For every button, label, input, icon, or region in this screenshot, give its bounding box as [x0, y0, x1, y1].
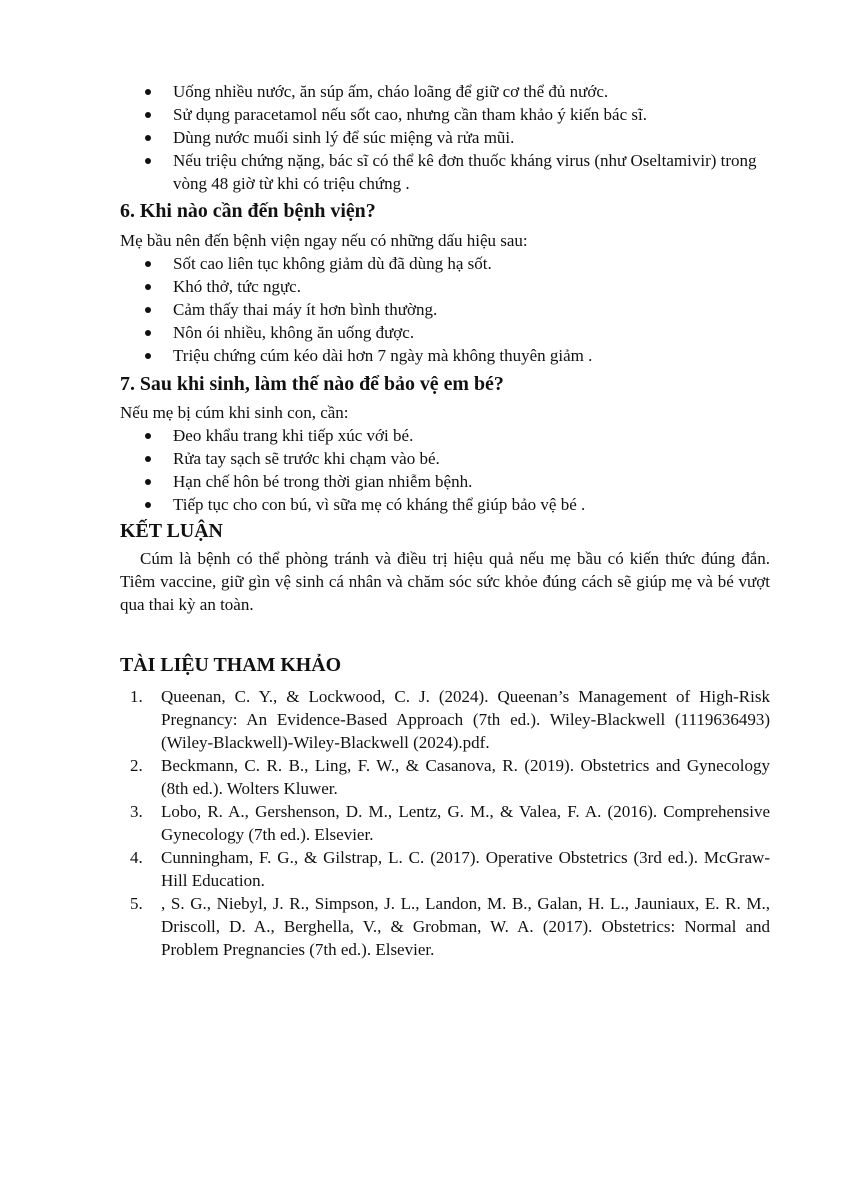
- conclusion-text: Cúm là bệnh có thể phòng tránh và điều trị hiệu quả nếu mẹ bầu có kiến thức đúng đắn. Tiêm vaccine, giữ gìn vệ sinh cá nhân và chăm sóc sức khỏe đúng cách sẽ giúp mẹ và bé vượt qua thai kỳ an toàn.: [120, 549, 770, 614]
- list-item-text: Nôn ói nhiều, không ăn uống được.: [173, 323, 415, 342]
- bullet-icon: [145, 353, 151, 359]
- references-heading: TÀI LIỆU THAM KHẢO: [120, 654, 342, 676]
- bullet-icon: [145, 307, 151, 313]
- list-item: [120, 252, 770, 275]
- bullet-icon: [145, 158, 151, 164]
- treatment-list: [120, 80, 770, 195]
- reference-number: 2.: [130, 756, 143, 775]
- list-item-text: Uống nhiều nước, ăn súp ấm, cháo loãng để giữ cơ thể đủ nước.: [173, 82, 609, 101]
- bullet-icon: [145, 502, 151, 508]
- list-item-text: Đeo khẩu trang khi tiếp xúc với bé.: [173, 426, 414, 445]
- list-item-text: Sử dụng paracetamol nếu sốt cao, nhưng cần tham khảo ý kiến bác sĩ.: [173, 105, 647, 124]
- reference-text: Beckmann, C. R. B., Ling, F. W., & Casanova, R. (2019). Obstetrics and Gynecology (8th ed.). Wolters Kluwer.: [161, 756, 770, 798]
- document-page: [120, 80, 770, 961]
- reference-number: 4.: [130, 848, 143, 867]
- bullet-icon: [145, 89, 151, 95]
- reference-item: [120, 800, 770, 846]
- reference-item: [120, 846, 770, 892]
- reference-text: Cunningham, F. G., & Gilstrap, L. C. (2017). Operative Obstetrics (3rd ed.). McGraw-Hill Education.: [161, 848, 770, 890]
- reference-text: , S. G., Niebyl, J. R., Simpson, J. L., Landon, M. B., Galan, H. L., Jauniaux, E. R. M., Driscoll, D. A., Berghella, V., & Grobman, W. A. (2017). Obstetrics: Normal and Problem Pregnancies (7th ed.). Elsevier.: [161, 894, 770, 959]
- list-item-text: Tiếp tục cho con bú, vì sữa mẹ có kháng thể giúp bảo vệ bé .: [173, 495, 586, 514]
- list-item: [120, 321, 770, 344]
- list-item: [120, 126, 770, 149]
- list-item-text: Triệu chứng cúm kéo dài hơn 7 ngày mà không thuyên giảm .: [173, 346, 593, 365]
- bullet-icon: [145, 479, 151, 485]
- list-item: [120, 424, 770, 447]
- reference-item: [120, 892, 770, 961]
- list-item-text: Nếu triệu chứng nặng, bác sĩ có thể kê đơn thuốc kháng virus (như Oseltamivir) trong vòng 48 giờ từ khi có triệu chứng .: [173, 151, 757, 193]
- reference-item: [120, 754, 770, 800]
- reference-number: 3.: [130, 802, 143, 821]
- reference-number: 1.: [130, 687, 143, 706]
- bullet-icon: [145, 330, 151, 336]
- list-item-text: Sốt cao liên tục không giảm dù đã dùng hạ sốt.: [173, 254, 492, 273]
- list-item-text: Khó thở, tức ngực.: [173, 277, 301, 296]
- hospital-signs-list: [120, 252, 770, 367]
- section-6-heading: 6. Khi nào cần đến bệnh viện?: [120, 200, 376, 222]
- list-item: [120, 470, 770, 493]
- reference-number: 5.: [130, 894, 143, 913]
- list-item: [120, 298, 770, 321]
- section-6-intro: Mẹ bầu nên đến bệnh viện ngay nếu có những dấu hiệu sau:: [120, 231, 528, 250]
- list-item: [120, 447, 770, 470]
- list-item-text: Dùng nước muối sinh lý để súc miệng và rửa mũi.: [173, 128, 515, 147]
- list-item: [120, 149, 770, 195]
- references-list: [120, 685, 770, 961]
- bullet-icon: [145, 135, 151, 141]
- list-item-text: Cảm thấy thai máy ít hơn bình thường.: [173, 300, 438, 319]
- bullet-icon: [145, 284, 151, 290]
- list-item-text: Rửa tay sạch sẽ trước khi chạm vào bé.: [173, 449, 440, 468]
- list-item: [120, 103, 770, 126]
- section-7-intro: Nếu mẹ bị cúm khi sinh con, cần:: [120, 403, 349, 422]
- reference-text: Lobo, R. A., Gershenson, D. M., Lentz, G. M., & Valea, F. A. (2016). Comprehensive Gynecology (7th ed.). Elsevier.: [161, 802, 770, 844]
- list-item: [120, 80, 770, 103]
- list-item: [120, 344, 770, 367]
- list-item: [120, 275, 770, 298]
- bullet-icon: [145, 433, 151, 439]
- bullet-icon: [145, 456, 151, 462]
- list-item-text: Hạn chế hôn bé trong thời gian nhiễm bệnh.: [173, 472, 473, 491]
- bullet-icon: [145, 112, 151, 118]
- conclusion-heading: KẾT LUẬN: [120, 520, 223, 542]
- reference-text: Queenan, C. Y., & Lockwood, C. J. (2024). Queenan’s Management of High-Risk Pregnancy: An Evidence-Based Approach (7th ed.). Wiley-Blackwell (1119636493) (Wiley-Blackwell)-Wiley-Blackwell (2024).pdf.: [161, 687, 770, 752]
- reference-item: [120, 685, 770, 754]
- section-7-heading: 7. Sau khi sinh, làm thế nào để bảo vệ em bé?: [120, 373, 504, 395]
- bullet-icon: [145, 261, 151, 267]
- list-item: [120, 493, 770, 516]
- baby-protection-list: [120, 424, 770, 516]
